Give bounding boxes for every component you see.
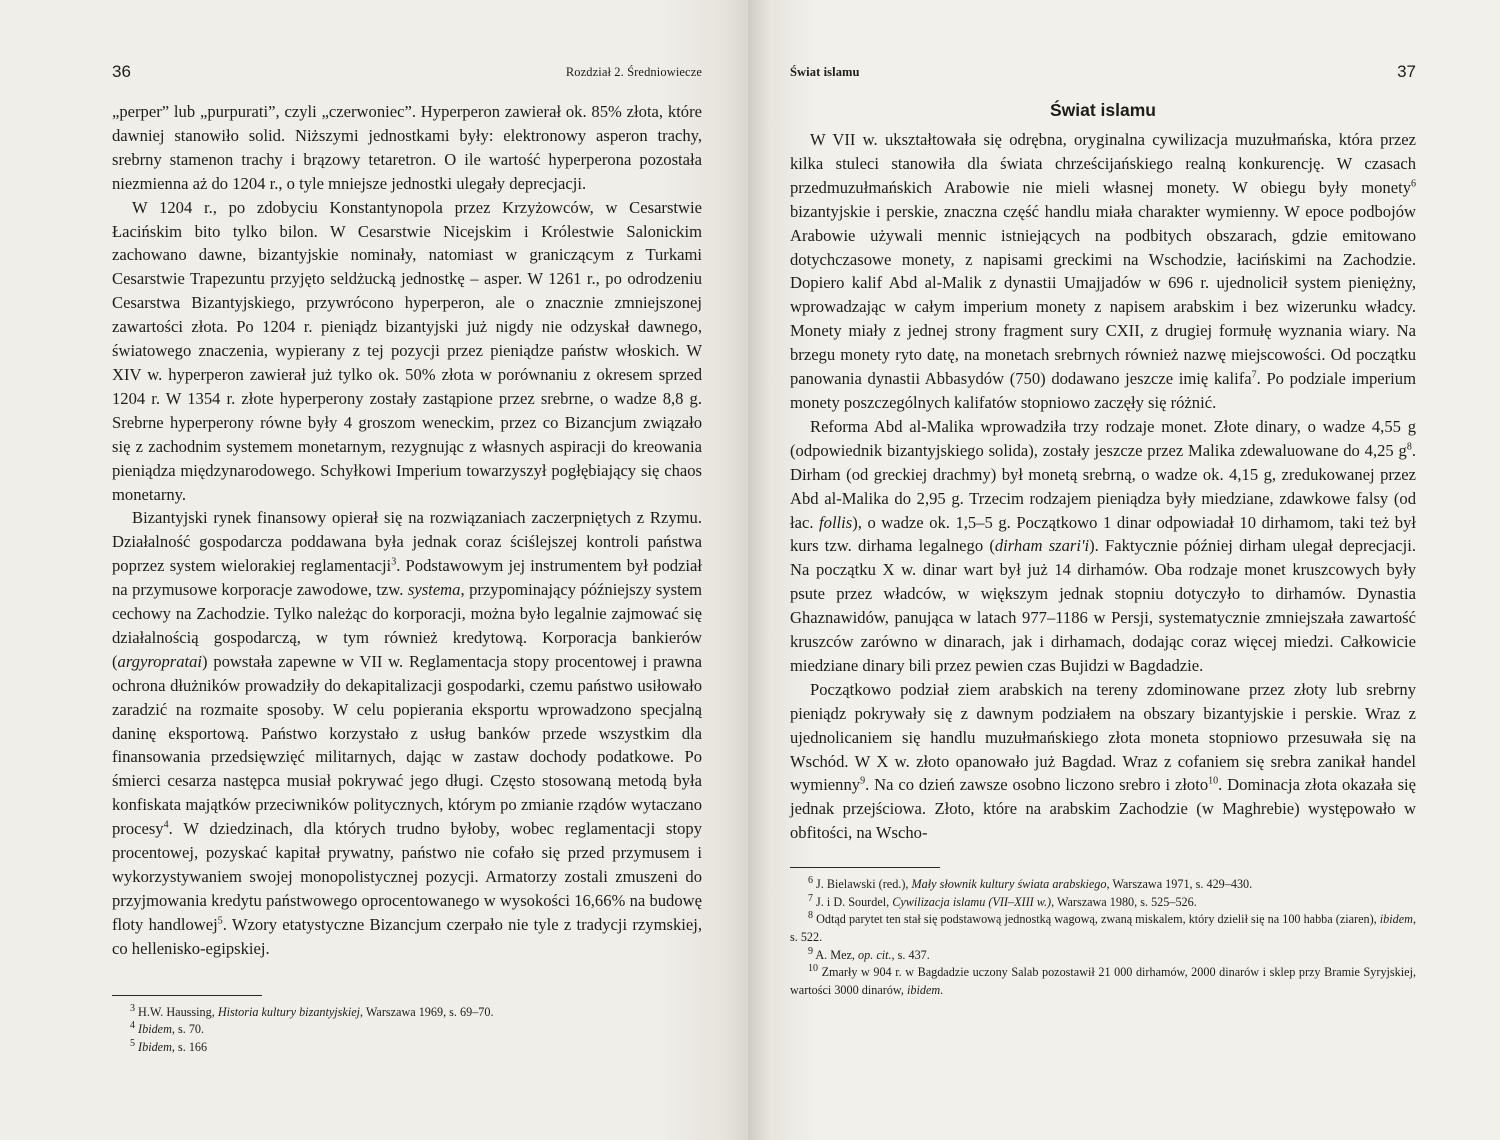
text-run: ), o wadze ok. 1,5–5 g. Początkowo 1 dinar odpowiadał 10 dirhamom, taki też był kurs tzw. dirhama legalnego ( (790, 512, 1416, 556)
italic-text: ibidem (1379, 912, 1413, 927)
footnote (790, 894, 1416, 912)
text-run: . (940, 982, 944, 997)
right-body-text (790, 128, 1416, 845)
left-body-text (112, 100, 702, 961)
running-head: Rozdział 2. Średniowiecze (565, 65, 702, 79)
section-title: Świat islamu (1049, 100, 1156, 120)
text-run: , s. 70. (171, 1022, 205, 1037)
text-run: , Warszawa 1971, s. 429–430. (1106, 877, 1253, 892)
footnote-ref: 9 (860, 775, 866, 787)
italic-text: argyropratai (117, 651, 203, 671)
text-run: bizantyjskie i perskie, znaczna część handlu miała charakter wymienny. W epoce podbojów Arabowie używali mennic istniejących na podbitych obszarach, gdzie emitowano dotychczasowe monety, z napisami greckimi na Wschodzie, łacińskimi na Zachodzie. Dopiero kalif Abd al-Malik z dynastii Umajjadów w 696 r. ujednolicił system pieniężny, wprowadzając w całym imperium monety z napisem arabskim i bez wizerunku władcy. Monety miały z jednej strony fragment sury CXII, z drugiej formułę wyznania wiary. Na brzegu monety ryto datę, na monetach srebrnych również nazwę miejscowości. Od początku panowania dynastii Abbasydów (750) dodawano jeszcze imię kalifa (790, 201, 1416, 389)
paragraph (112, 506, 702, 960)
footnote-ref: 8 (808, 910, 813, 922)
right-page-header (790, 60, 1416, 100)
italic-text: Cywilizacja islamu (VII–XIII w.) (892, 894, 1052, 909)
text-run: , przypominający późniejszy system cechowy na Zachodzie. Tylko należąc do korporacji, można było legalnie zajmować się działalnością gospodarczą, w tym również kredytową. Korporacja bankierów ( (112, 580, 702, 671)
footnote-ref: 10 (1208, 775, 1219, 787)
paragraph (790, 678, 1416, 845)
text-run: J. Bielawski (red.), (813, 877, 912, 892)
text-run: , s. 437. (891, 947, 930, 962)
italic-text: Ibidem (138, 1039, 172, 1054)
left-page (0, 0, 748, 1140)
footnote-ref: 7 (808, 892, 813, 904)
left-page-header (112, 60, 702, 100)
italic-text: ibidem (907, 982, 941, 997)
text-run: „perper” lub „purpurati”, czyli „czerwoniec”. Hyperperon zawierał ok. 85% złota, które dawniej stanowiło solid. Niższymi jednostkami były: elektronowy asperon trachy, srebrny stamenon trachy i brązowy tetaretron. O ile wartość hyperperona pozostała niezmienna aż do 1204 r., o tyle mniejsze jednostki ulegały deprecjacji. (112, 102, 702, 193)
footnote-rule (112, 995, 262, 996)
text-run: , s. 522. (790, 912, 1416, 944)
running-head: Świat islamu (790, 65, 860, 79)
text-run: . Dirham (od greckiej drachmy) był monetą srebrną, o wadze ok. 4,15 g, zredukowanej przez Abd al-Malika do 2,95 g. Trzecim rodzajem pieniądza były miedziane, zdawkowe falsy (od łac. (790, 440, 1416, 532)
text-run: . Podstawowym jej instrumentem był podział na przymusowe korporacje zawodowe, tzw. (112, 556, 702, 600)
italic-text: Ibidem (138, 1022, 172, 1037)
text-run: W VII w. ukształtowała się odrębna, oryginalna cywilizacja muzułmańska, która przez kilka stuleci stanowiła dla świata chrześcijańskiego realną konkurencję. W czasach przedmuzułmańskich Arabowie nie mieli własnej monety. W obiegu były monety (790, 130, 1416, 197)
right-page (748, 0, 1500, 1140)
footnote (112, 1004, 702, 1022)
left-footnotes (112, 1004, 702, 1057)
footnote-ref: 7 (1251, 369, 1257, 381)
text-run: Początkowo podział ziem arabskich na tereny zdominowane przez złoty lub srebrny pieniądz pokrywały się z dawnym podziałem na obszary bizantyjskie i perskie. Wraz z ujednolicaniem się handlu muzułmańskiego złota moneta stopniowo przesuwała się na Wschód. W X w. złoto opanowało już Bagdad. Wraz z cofaniem się srebra zanikał handel wymienny (790, 679, 1416, 795)
italic-text: systema (407, 580, 461, 600)
text-run: . Na co dzień zawsze osobno liczono srebro i złoto (865, 775, 1209, 795)
footnote-ref: 4 (130, 1020, 135, 1032)
footnote-ref: 9 (808, 945, 813, 957)
italic-text: Mały słownik kultury świata arabskiego (911, 877, 1107, 892)
footnote-rule (790, 867, 940, 868)
footnote (112, 1039, 702, 1057)
text-run: Reforma Abd al-Malika wprowadziła trzy rodzaje monet. Złote dinary, o wadze 4,55 g (odpowiednik bizantyjskiego solida), zostały jeszcze przez Malika zdewaluowane do 4,25 g (790, 416, 1416, 460)
text-run: . Dominacja złota okazała się jednak przejściowa. Złoto, które na arabskim Zachodzie (w Maghrebie) występowało w obfitości, na Wscho- (790, 775, 1417, 843)
page-number: 37 (1397, 62, 1416, 81)
footnote-ref: 4 (163, 819, 169, 831)
paragraph (790, 415, 1416, 678)
text-run: Bizantyjski rynek finansowy opierał się na rozwiązaniach zaczerpniętych z Rzymu. Działalność gospodarcza poddawana była jednak coraz ściślejszej kontroli państwa poprzez system wielorakiej reglamentacji (112, 508, 702, 576)
footnote-ref: 10 (808, 963, 818, 975)
italic-text: Historia kultury bizantyjskiej (217, 1004, 361, 1019)
footnote-ref: 5 (217, 915, 223, 927)
text-run: A. Mez, (813, 947, 859, 962)
footnote (790, 911, 1416, 946)
right-footnotes (790, 876, 1416, 999)
text-run: ). Faktycznie później dirham ulegał deprecjacji. Na początku X w. dinar wart był już 14 dirhamów. Oba rodzaje monet kruszcowych były psute przez władców, w większym jednak stopniu dotyczyło to dirhamów. Dynastia Ghaznawidów, panująca w latach 977–1186 w Persji, systematycznie zmniejszała zawartość kruszców zarówno w dinarach, jak i dirhamach, dodając coraz więcej miedzi. Całkowicie miedziane dinary bili przez pewien czas Bujidzi w Bagdadzie. (790, 536, 1416, 675)
text-run: . Wzory etatystyczne Bizancjum czerpało nie tyle z tradycji rzymskiej, co hellenisko-egipskiej. (112, 914, 702, 958)
paragraph (112, 100, 702, 196)
text-run: Zmarły w 904 r. w Bagdadzie uczony Salab pozostawił 21 000 dirhamów, 2000 dinarów i sklep przy Bramie Syryjskiej, wartości 3000 dinarów, (790, 965, 1416, 997)
footnote (790, 947, 1416, 965)
paragraph (112, 196, 702, 507)
footnote-ref: 6 (1411, 178, 1416, 190)
italic-text: op. cit. (858, 947, 892, 962)
page-number: 36 (112, 62, 131, 81)
footnote-ref: 6 (808, 875, 813, 887)
footnote-ref: 5 (130, 1037, 135, 1049)
text-run: . W dziedzinach, dla których trudno byłoby, wobec reglamentacji stopy procentowej, pozyskać kapitał prywatny, państwo nie cofało się przed przymusem i wykorzystywaniem swojej monopolistycznej pozycji. Armatorzy zostali zmuszeni do przyjmowania kredytu państwowego oprocentowanego w wysokości 16,66% na budowę floty handlowej (112, 819, 702, 934)
footnote-ref: 3 (130, 1002, 135, 1014)
italic-text: dirham szari'i (994, 536, 1090, 556)
text-run: . Po podziale imperium monety poszczególnych kalifatów stopniowo zaczęły się różnić. (790, 369, 1416, 412)
paragraph (790, 128, 1416, 415)
text-run: W 1204 r., po zdobyciu Konstantynopola przez Krzyżowców, w Cesarstwie Łacińskim bito tylko bilon. W Cesarstwie Nicejskim i Królestwie Salonickim zachowano dawne, bizantyjskie nominały, natomiast w graniczącym z Turkami Cesarstwie Trapezuntu przyjęto seldżucką jednostkę – asper. W 1261 r., po odrodzeniu Cesarstwa Bizantyjskiego, przywrócono hyperperon, ale o znacznie zmniejszonej zawartości złota. Po 1204 r. pieniądz bizantyjski już nigdy nie odzyskał dawnego, światowego znaczenia, wypierany z tej pozycji przez pieniądze państw włoskich. W XIV w. hyperperon zawierał już tylko ok. 50% złota w porównaniu z okresem sprzed 1204 r. W 1354 r. złote hyperperony zostały zastąpione przez srebrne, o wadze 8,8 g. Srebrne hyperperony równe były 4 groszom weneckim, przez co Bizancjum związało się z zachodnim systemem monetarnym, rezygnując z własnych aspiracji do kreowania pieniądza międzynarodowego. Schyłkowi Imperium towarzyszył pogłębiający się chaos monetarny. (112, 197, 702, 504)
footnote (790, 876, 1416, 894)
text-run: H.W. Haussing, (135, 1004, 218, 1019)
text-run: ) powstała zapewne w VII w. Reglamentacja stopy procentowej i prawna ochrona dłużników prowadziły do dekapitalizacji gospodarki, czemu państwo usiłowało zaradzić na rozmaite sposoby. W celu popierania eksportu wprowadzono specjalną daninę eksportową. Państwo korzystało z usług banków przede wszystkim dla finansowania przedsięwzięć militarnych, dając w zastaw dochody podatkowe. Po śmierci cesarza następca musiał pokrywać jego długi. Często stosowaną metodą była konfiskata majątków przeciwników politycznych, którym po zmianie rządów wytaczano procesy (112, 651, 702, 839)
text-run: Odtąd parytet ten stał się podstawową jednostką wagową, zwaną miskalem, który dzielił się na 100 habba (ziaren), (813, 912, 1380, 927)
text-run: , Warszawa 1980, s. 525–526. (1051, 894, 1197, 909)
text-run: , Warszawa 1969, s. 69–70. (360, 1004, 494, 1019)
text-run: J. i D. Sourdel, (813, 894, 893, 909)
footnote-ref: 8 (1406, 441, 1412, 453)
footnote-ref: 3 (391, 556, 397, 568)
footnote (790, 964, 1416, 999)
italic-text: follis (819, 512, 853, 532)
footnote (112, 1021, 702, 1039)
text-run: , s. 166 (171, 1039, 208, 1054)
